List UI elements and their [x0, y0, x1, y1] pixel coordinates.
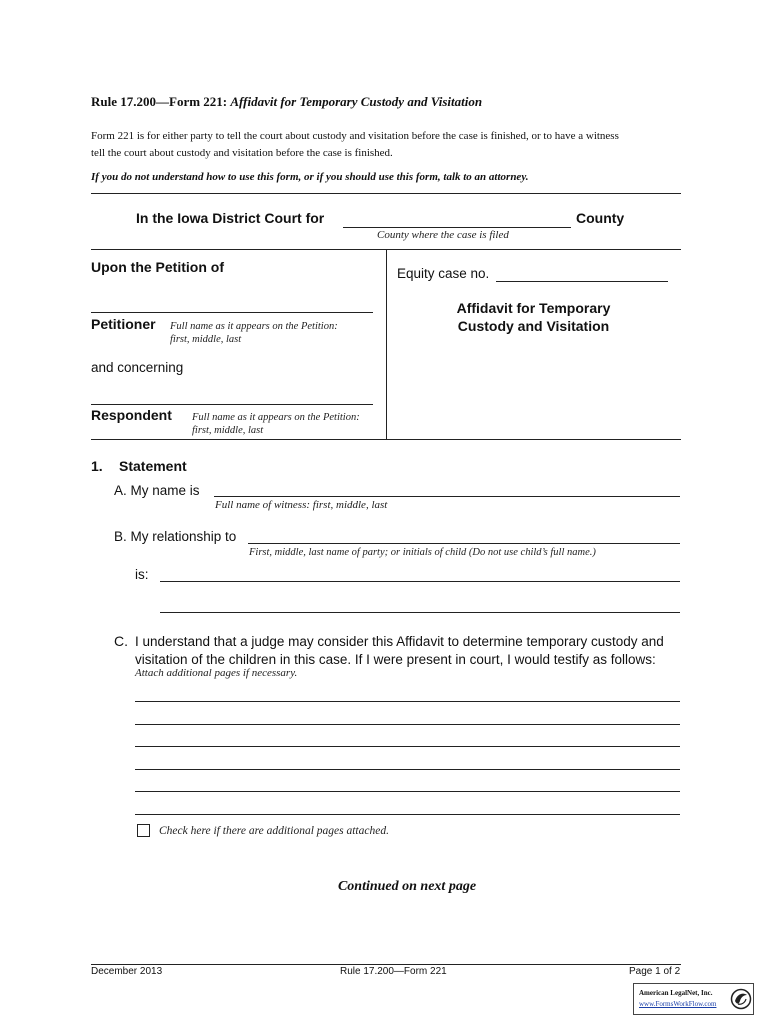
testimony-line-4[interactable]	[135, 769, 680, 770]
concerning-label: and concerning	[91, 360, 184, 375]
continued-note: Continued on next page	[337, 879, 477, 894]
footer-date: December 2013	[91, 966, 163, 977]
testimony-line-3[interactable]	[135, 746, 680, 747]
publisher-url[interactable]: www.FormsWorkFlow.com	[639, 1000, 717, 1008]
witness-name-hint: Full name of witness: first, middle, last	[215, 499, 388, 511]
respondent-hint-line-2: first, middle, last	[192, 425, 264, 436]
is-label: is:	[135, 567, 149, 582]
testimony-line-5[interactable]	[135, 791, 680, 792]
publisher-badge	[633, 983, 754, 1015]
testimony-line-1[interactable]	[135, 701, 680, 702]
rule-title: Affidavit for Temporary Custody and Visitation	[230, 94, 483, 109]
intro-text	[91, 128, 691, 162]
item-c-line-1: I understand that a judge may consider this Affidavit to determine temporary custody and	[135, 634, 664, 649]
footer-page: Page 1 of 2	[629, 966, 681, 977]
case-number-label: Equity case no.	[397, 266, 490, 281]
intro-line-1: Form 221 is for either party to tell the court about custody and visitation before the case is finished, or to have a witness	[91, 130, 619, 142]
item-a-label: A. My name is	[114, 483, 200, 498]
item-c-letter: C.	[114, 633, 128, 649]
court-prefix: In the Iowa District Court for	[136, 210, 325, 226]
additional-pages-checkbox[interactable]	[137, 824, 150, 837]
relationship-field-1[interactable]	[160, 581, 680, 582]
section-heading: Statement	[119, 458, 187, 474]
testimony-line-6[interactable]	[135, 814, 680, 815]
relationship-party-hint: First, middle, last name of party; or initials of child (Do not use child’s full name.)	[249, 547, 596, 558]
petitioner-hint-line-1: Full name as it appears on the Petition:	[170, 321, 338, 332]
attorney-warning: If you do not understand how to use this form, or if you should use this form, talk to an attorney.	[91, 171, 529, 183]
publisher-name: American LegalNet, Inc.	[639, 989, 713, 997]
petitioner-name-field[interactable]	[91, 312, 373, 313]
rule-prefix: Rule 17.200—Form 221:	[91, 94, 231, 109]
footer-rule	[91, 964, 681, 965]
item-c-text	[135, 633, 695, 669]
caption-divider	[386, 249, 387, 439]
petitioner-label: Petitioner	[91, 316, 156, 332]
intro-line-2: tell the court about custody and visitation before the case is finished.	[91, 147, 393, 159]
section-number: 1.	[91, 458, 103, 474]
document-title-line-1: Affidavit for Temporary	[456, 300, 611, 316]
county-hint: County where the case is filed	[377, 229, 509, 241]
form-rule-title	[91, 94, 482, 110]
respondent-hint	[192, 411, 360, 437]
testimony-line-2[interactable]	[135, 724, 680, 725]
case-number-field[interactable]	[496, 281, 668, 282]
document-title	[386, 299, 681, 335]
petition-label: Upon the Petition of	[91, 259, 224, 275]
relationship-party-field[interactable]	[248, 543, 680, 544]
additional-pages-label: Check here if there are additional pages attached.	[159, 825, 389, 837]
item-b-label: B. My relationship to	[114, 529, 237, 544]
caption-bottom-rule	[91, 439, 681, 440]
court-suffix: County	[576, 210, 625, 226]
footer-form-id: Rule 17.200—Form 221	[340, 966, 447, 977]
witness-name-field[interactable]	[214, 496, 680, 497]
relationship-field-2[interactable]	[160, 612, 680, 613]
publisher-logo-icon	[730, 987, 752, 1011]
petitioner-hint	[170, 320, 338, 346]
county-field[interactable]	[343, 227, 571, 228]
petitioner-hint-line-2: first, middle, last	[170, 334, 242, 345]
attach-pages-hint: Attach additional pages if necessary.	[135, 667, 298, 679]
header-rule	[91, 193, 681, 194]
item-c-line-2: visitation of the children in this case. If I were present in court, I would testify as follows:	[135, 652, 656, 667]
document-title-line-2: Custody and Visitation	[457, 318, 610, 334]
respondent-label: Respondent	[91, 407, 172, 423]
respondent-name-field[interactable]	[91, 404, 373, 405]
respondent-hint-line-1: Full name as it appears on the Petition:	[192, 412, 360, 423]
